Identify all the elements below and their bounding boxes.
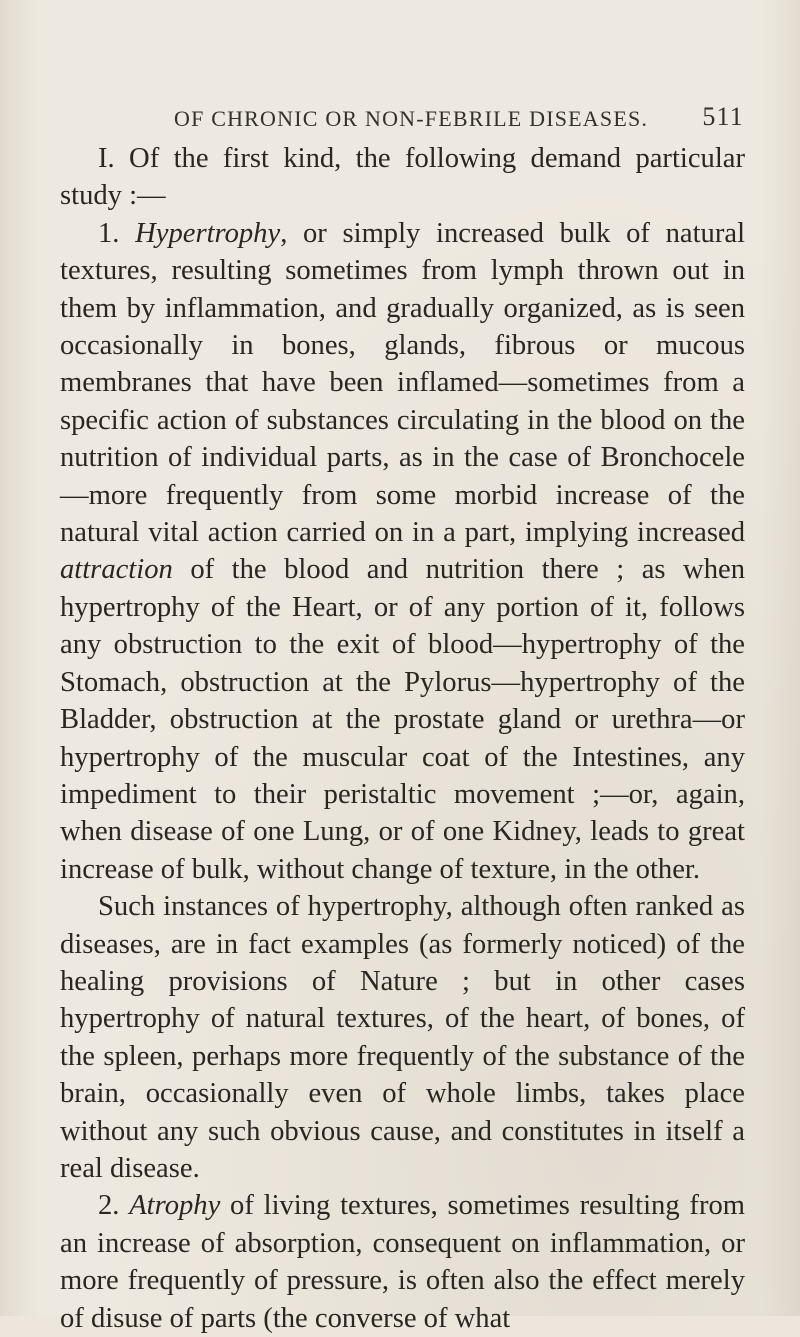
page-number: 511 (702, 102, 744, 131)
term-atrophy: Atrophy (129, 1190, 221, 1222)
paragraph-instances: Such instances of hypertrophy, although often ranked as diseases, are in fact examples (as formerly noticed) of the healing provisions of Nature ; but in other cases hypertrophy of natural textures, of the heart, of bones, of the spleen, perhaps more frequently of the substance of the brain, occasionally even of whole limbs, takes place without any such obvious cause, and constitutes in itself a real disease. (60, 891, 745, 1184)
body-text (60, 140, 745, 1337)
item-number: 2. (98, 1190, 130, 1222)
hypertrophy-text-b: of the blood and nutrition there ; as when hypertrophy of the Heart, or of any portion of it, follows any obstruction to the exit of blood—hypertrophy of the Stomach, obstruction at the Pylorus—hypertrophy of the Bladder, obstruction at the prostate gland or urethra—or hypertrophy of the muscular coat of the Intestines, any impediment to their peristaltic movement ;—or, again, when disease of one Lung, or of one Kidney, leads to great increase of bulk, without change of texture, in the other. (60, 554, 745, 885)
atrophy-text: of living textures, sometimes resulting from an increase of absorption, consequent on inflammation, or more frequently of pressure, is often also the effect merely of disuse of parts (the converse of what (60, 1190, 745, 1334)
term-attraction: attraction (60, 554, 173, 586)
paragraph-intro: I. Of the first kind, the following demand particular study :— (60, 143, 745, 212)
item-number: 1. (98, 217, 136, 249)
paragraph-atrophy (60, 1187, 745, 1337)
term-hypertrophy: Hypertrophy (135, 217, 281, 249)
hypertrophy-text-a: , or simply increased bulk of natural textures, resulting sometimes from lymph thrown out in them by inflammation, and gradually organized, as is seen occasionally in bones, glands, fibrous or mucous membranes that have been inflamed—sometimes from a specific action of substances circulating in the blood on the nutrition of individual parts, as in the case of Bronchocele —more frequently from some morbid increase of the natural vital action carried on in a part, implying increased (60, 217, 746, 549)
running-head-title: OF CHRONIC OR NON-FEBRILE DISEASES. (174, 106, 649, 131)
running-head (174, 102, 744, 132)
paragraph-hypertrophy (60, 215, 745, 888)
